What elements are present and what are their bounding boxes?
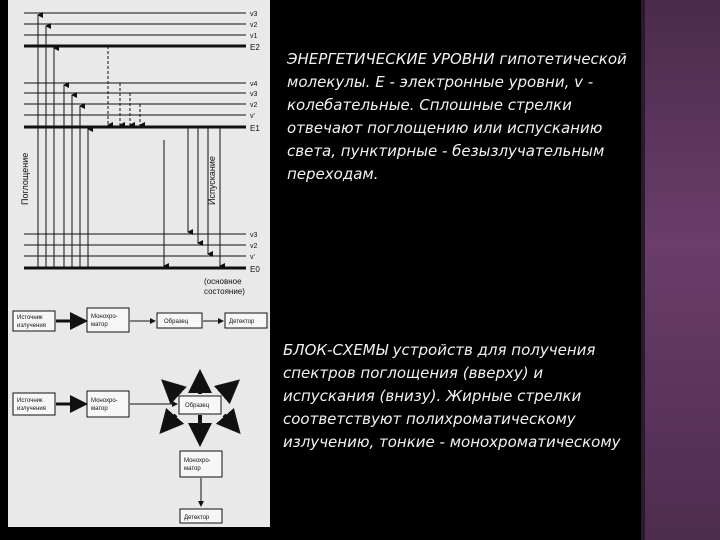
absorption-scheme [13,308,267,332]
block-schemes-svg [8,303,270,527]
energy-level-diagram [8,0,270,303]
caption-energy-levels: ЭНЕРГЕТИЧЕСКИЕ УРОВНИ гипотетической молекулы. E - электронные уровни, v - колебательные. Сплошные стрелки отвечают поглощению или испусканию света, пунктирные - безызлучательным переходам. [287,50,627,183]
block-schemes-diagram [8,303,270,527]
emission-source-label-1: Источник [17,398,43,404]
axis-absorption-label: Поглощение [20,152,30,205]
label-e0: E0 [250,265,260,274]
label-e1-v3: v3 [250,91,258,98]
energy-level-svg [8,0,270,303]
decorative-side-band [641,0,720,540]
emission-mono-bottom-label-1: Монохро- [184,458,211,464]
absorption-source-label-1: Источник [17,315,43,321]
absorption-sample-label: Образец [164,319,189,325]
emission-source-label-2: излучения [17,406,46,412]
label-e1-v-prime: v' [250,113,255,120]
label-e2: E2 [250,43,260,52]
label-e0-v-prime: v' [250,254,255,261]
absorption-arrows [38,15,88,268]
emission-mono-left-label-1: Монохро- [91,398,118,404]
emission-mono-left-label-2: матор [91,406,108,412]
emission-detector-label: Детектор [184,515,210,521]
caption-block-schemes: БЛОК-СХЕМЫ устройств для получения спектров поглощения (вверху) и испускания (внизу). Жирные стрелки соответствуют полихроматическому излучению, тонкие - монохроматическому [283,341,621,451]
nonradiative-arrows [108,46,140,125]
ground-state-note-line2: состояние) [204,287,245,296]
label-e0-v3: v3 [250,232,258,239]
emission-mono-bottom-box [180,451,222,477]
absorption-mono-label-2: матор [91,322,108,328]
emission-mono-left-box [87,391,129,417]
absorption-mono-label-1: Монохро- [91,314,118,320]
label-e2-v1: v1 [250,33,258,40]
label-e1-v2: v2 [250,102,258,109]
emission-mono-bottom-label-2: матор [184,466,201,472]
ground-state-note-line1: (основное [204,277,242,286]
label-e2-v3: v3 [250,11,258,18]
axis-emission-label: Испускание [207,156,217,205]
absorption-source-label-2: излучения [17,323,46,329]
label-e2-v2: v2 [250,22,258,29]
label-e1: E1 [250,124,260,133]
emission-scheme [13,373,238,523]
emission-sample-label: Образец [185,403,210,409]
label-e0-v2: v2 [250,243,258,250]
absorption-mono-box [87,308,129,332]
absorption-detector-label: Детектор [229,319,255,325]
label-e1-v4: v4 [250,81,258,88]
